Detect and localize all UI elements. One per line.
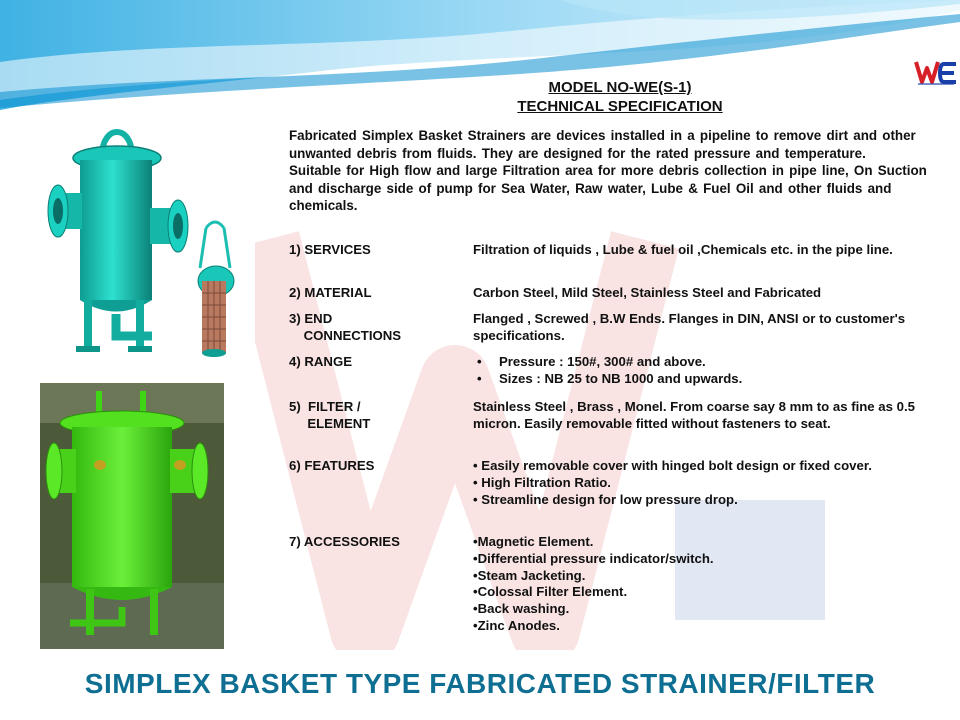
spec-line: •Differential pressure indicator/switch. xyxy=(473,550,714,566)
spec-line: Filtration of liquids , Lube & fuel oil ,Chemicals etc. in the pipe line. xyxy=(473,242,893,257)
spec-value xyxy=(473,311,943,345)
spec-line: Flanged , Screwed , B.W Ends. Flanges in DIN, ANSI or to customer's specifications. xyxy=(473,311,906,343)
spec-subtitle: TECHNICAL SPECIFICATION xyxy=(517,98,723,115)
spec-value xyxy=(473,458,943,508)
spec-line: Stainless Steel , Brass , Monel. From coarse say 8 mm to as fine as 0.5 micron. Easily removable fitted without fasteners to seat. xyxy=(473,399,915,431)
spec-line: • Sizes : NB 25 to NB 1000 and upwards. xyxy=(473,371,943,388)
page-title: SIMPLEX BASKET TYPE FABRICATED STRAINER/FILTER xyxy=(84,668,876,699)
spec-label: 4) RANGE xyxy=(289,354,353,369)
spec-value xyxy=(473,399,943,433)
spec-label: 6) FEATURES xyxy=(289,458,375,473)
spec-line: •Steam Jacketing. xyxy=(473,567,586,583)
spec-line: • Easily removable cover with hinged bolt design or fixed cover. xyxy=(473,458,872,473)
spec-label: 1) SERVICES xyxy=(289,242,371,257)
spec-value xyxy=(473,534,943,635)
spec-line: Carbon Steel, Mild Steel, Stainless Steel and Fabricated xyxy=(473,285,822,300)
strainer-3d-render-image xyxy=(40,118,240,368)
strainer-photo-image xyxy=(40,383,224,649)
intro-description xyxy=(289,127,944,215)
intro-paragraph-1: Fabricated Simplex Basket Strainers are devices installed in a pipeline to remove dirt and other unwanted debris from fluids. They are designed for the rated pressure and temperature. xyxy=(289,128,916,161)
we-logo-icon xyxy=(914,58,958,88)
spec-line: • High Filtration Ratio. xyxy=(473,474,611,490)
spec-label: 5) FILTER / ELEMENT xyxy=(289,399,371,431)
spec-value xyxy=(473,285,943,302)
spec-line: •Colossal Filter Element. xyxy=(473,584,628,600)
spec-header xyxy=(440,78,800,116)
spec-line: • Streamline design for low pressure drop. xyxy=(473,491,738,507)
spec-label: 3) END CONNECTIONS xyxy=(289,311,402,343)
spec-line: •Magnetic Element. xyxy=(473,534,594,549)
spec-label: 7) ACCESSORIES xyxy=(289,534,400,549)
model-number: MODEL NO-WE(S-1) xyxy=(548,79,692,96)
spec-value xyxy=(473,354,943,388)
spec-value xyxy=(473,242,943,259)
intro-paragraph-2: Suitable for High flow and large Filtration area for more debris collection in pipe line, On Suction and discharge side of pump for Sea Water, Raw water, Lube & Fuel Oil and other fluids and chemicals. xyxy=(289,163,927,214)
spec-line: • Pressure : 150#, 300# and above. xyxy=(473,354,943,371)
spec-line: •Zinc Anodes. xyxy=(473,617,560,633)
spec-line: •Back washing. xyxy=(473,601,570,617)
spec-label: 2) MATERIAL xyxy=(289,285,372,300)
